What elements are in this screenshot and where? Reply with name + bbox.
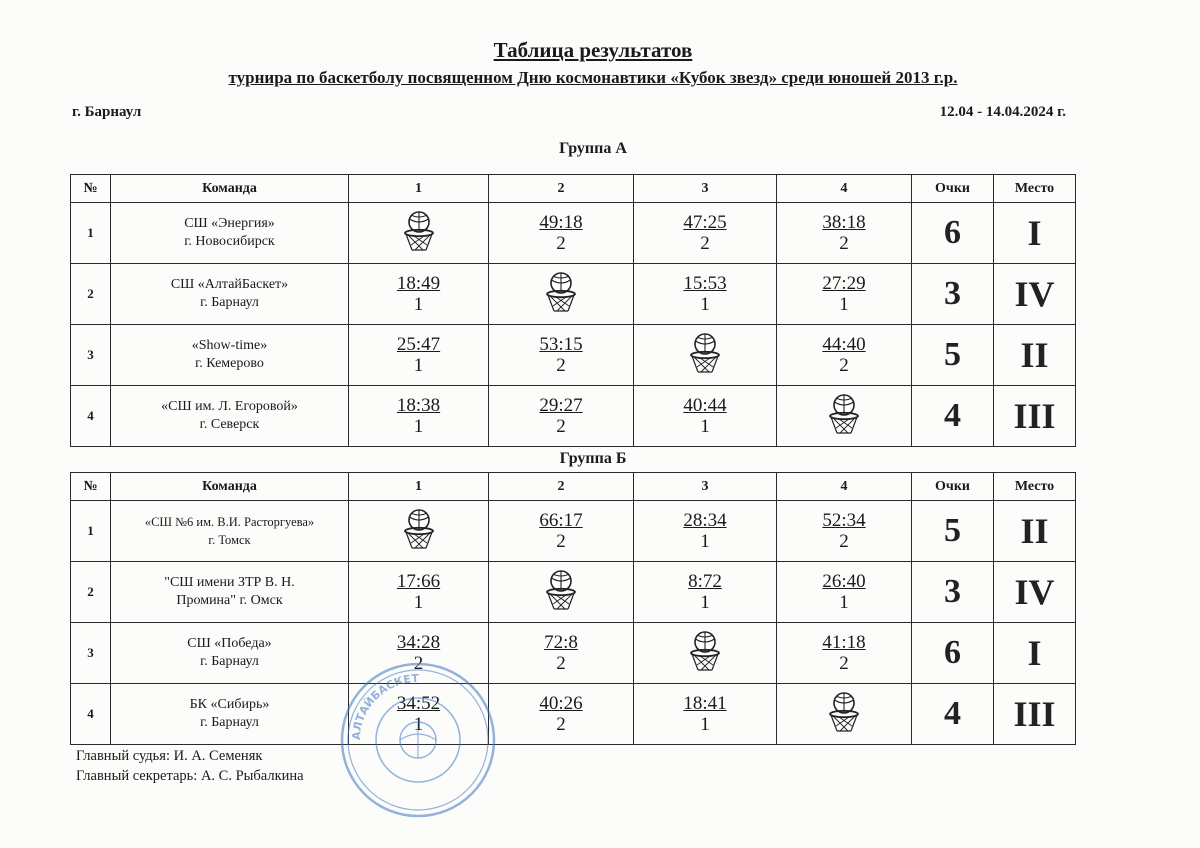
match-points: 2 <box>556 531 566 552</box>
table-row <box>71 264 1076 325</box>
table-row <box>71 684 1076 745</box>
team-city: Промина" г. Омск <box>176 593 283 608</box>
self-match-cell <box>634 325 777 386</box>
match-score: 38:18 <box>822 212 866 233</box>
col-points: Очки <box>912 473 994 501</box>
match-result <box>489 386 634 447</box>
match-points: 1 <box>700 531 710 552</box>
self-match-cell <box>777 386 912 447</box>
match-score: 18:41 <box>683 693 727 714</box>
col-place: Место <box>994 473 1076 501</box>
match-result <box>489 203 634 264</box>
chief-judge: Главный судья: И. А. Семеняк <box>76 748 263 764</box>
match-points: 1 <box>700 714 710 735</box>
group-b-title: Группа Б <box>559 450 627 467</box>
final-place: II <box>994 501 1076 562</box>
final-place: III <box>994 684 1076 745</box>
basketball-hoop-icon <box>399 209 439 253</box>
match-points: 1 <box>700 294 710 315</box>
basketball-hoop-icon <box>399 507 439 551</box>
match-points: 1 <box>839 592 849 613</box>
total-points: 5 <box>912 501 994 562</box>
final-place: II <box>994 325 1076 386</box>
basketball-hoop-icon <box>824 392 864 436</box>
team-title: «СШ №6 им. В.И. Расторгуева» <box>144 515 315 529</box>
match-result <box>634 386 777 447</box>
team-name <box>111 684 349 745</box>
match-result <box>349 386 489 447</box>
basketball-hoop-icon <box>541 270 581 314</box>
match-result <box>777 501 912 562</box>
total-points: 3 <box>912 264 994 325</box>
total-points: 6 <box>912 203 994 264</box>
match-points: 1 <box>700 416 710 437</box>
match-result <box>777 325 912 386</box>
match-points: 2 <box>839 531 849 552</box>
table-row <box>71 562 1076 623</box>
match-result <box>489 501 634 562</box>
match-result <box>489 623 634 684</box>
col-num: № <box>71 473 111 501</box>
row-number: 1 <box>71 501 111 562</box>
col-1: 1 <box>349 175 489 203</box>
match-points: 1 <box>413 592 424 613</box>
city-label: г. Барнаул <box>72 104 142 120</box>
match-result <box>349 325 489 386</box>
match-points: 2 <box>556 416 566 437</box>
match-score: 47:25 <box>683 212 727 233</box>
match-score: 40:26 <box>539 693 583 714</box>
match-result <box>634 684 777 745</box>
match-score: 17:66 <box>396 571 441 592</box>
match-points: 2 <box>556 355 566 376</box>
match-points: 2 <box>700 233 710 254</box>
match-points: 1 <box>700 592 710 613</box>
header-row <box>71 175 1076 203</box>
match-score: 15:53 <box>683 273 727 294</box>
team-city: г. Барнаул <box>200 295 259 310</box>
match-points: 1 <box>413 294 424 315</box>
match-score: 18:49 <box>396 273 441 294</box>
match-score: 72:8 <box>544 632 578 653</box>
team-name <box>111 501 349 562</box>
row-number: 4 <box>71 684 111 745</box>
total-points: 4 <box>912 684 994 745</box>
match-score: 27:29 <box>822 273 866 294</box>
match-score: 41:18 <box>822 632 866 653</box>
match-result <box>634 501 777 562</box>
col-points: Очки <box>912 175 994 203</box>
match-result <box>777 264 912 325</box>
team-title: "СШ имени ЗТР В. Н. <box>164 575 295 590</box>
col-4: 4 <box>777 473 912 501</box>
team-title: «Show-time» <box>191 338 268 353</box>
match-score: 26:40 <box>822 571 866 592</box>
team-name <box>111 623 349 684</box>
document-subtitle: турнира по баскетболу посвященном Дню космонавтики «Кубок звезд» среди юношей 2013 г.р. <box>228 68 958 87</box>
col-1: 1 <box>349 473 489 501</box>
team-name <box>111 264 349 325</box>
self-match-cell <box>634 623 777 684</box>
table-row <box>71 501 1076 562</box>
team-title: СШ «Энергия» <box>184 216 275 231</box>
match-points: 1 <box>413 714 424 735</box>
match-result <box>777 623 912 684</box>
col-2: 2 <box>489 175 634 203</box>
match-points: 1 <box>839 294 849 315</box>
row-number: 3 <box>71 325 111 386</box>
match-result <box>777 203 912 264</box>
row-number: 2 <box>71 264 111 325</box>
match-score: 66:17 <box>539 510 583 531</box>
match-points: 2 <box>556 233 566 254</box>
col-team: Команда <box>111 175 349 203</box>
group-a-table <box>70 174 1076 447</box>
self-match-cell <box>777 684 912 745</box>
total-points: 4 <box>912 386 994 447</box>
team-title: СШ «Победа» <box>187 636 272 651</box>
match-points: 2 <box>839 653 849 674</box>
match-result <box>349 264 489 325</box>
total-points: 3 <box>912 562 994 623</box>
team-name <box>111 325 349 386</box>
row-number: 3 <box>71 623 111 684</box>
team-title: «СШ им. Л. Егоровой» <box>161 399 298 414</box>
match-points: 1 <box>413 355 424 376</box>
self-match-cell <box>489 562 634 623</box>
match-result <box>634 203 777 264</box>
final-place: IV <box>994 562 1076 623</box>
team-city: г. Новосибирск <box>184 234 275 249</box>
col-3: 3 <box>634 473 777 501</box>
match-score: 52:34 <box>822 510 866 531</box>
svg-text:АЛТАЙБАСКЕТ <box>350 672 420 740</box>
match-score: 25:47 <box>396 334 441 355</box>
total-points: 6 <box>912 623 994 684</box>
team-title: БК «Сибирь» <box>189 697 270 712</box>
group-a-title: Группа А <box>559 140 627 157</box>
final-place: I <box>994 623 1076 684</box>
table-row <box>71 325 1076 386</box>
match-result <box>489 684 634 745</box>
col-place: Место <box>994 175 1076 203</box>
team-name <box>111 386 349 447</box>
match-score: 49:18 <box>539 212 583 233</box>
match-score: 44:40 <box>822 334 866 355</box>
self-match-cell <box>349 501 489 562</box>
basketball-hoop-icon <box>824 690 864 734</box>
match-points: 2 <box>839 233 849 254</box>
match-points: 2 <box>413 653 424 674</box>
table-row <box>71 386 1076 447</box>
team-name <box>111 562 349 623</box>
match-result <box>634 264 777 325</box>
self-match-cell <box>489 264 634 325</box>
team-name <box>111 203 349 264</box>
match-points: 2 <box>556 714 566 735</box>
team-city: г. Томск <box>208 533 251 547</box>
team-city: г. Кемерово <box>195 356 264 371</box>
match-score: 8:72 <box>688 571 722 592</box>
basketball-hoop-icon <box>685 331 725 375</box>
col-3: 3 <box>634 175 777 203</box>
col-team: Команда <box>111 473 349 501</box>
document-title: Таблица результатов <box>493 38 693 62</box>
final-place: III <box>994 386 1076 447</box>
match-score: 34:28 <box>396 632 441 653</box>
team-city: г. Северск <box>199 417 260 432</box>
basketball-hoop-icon <box>685 629 725 673</box>
match-result <box>777 562 912 623</box>
match-result <box>489 325 634 386</box>
dates-label: 12.04 - 14.04.2024 г. <box>939 104 1066 120</box>
chief-secretary: Главный секретарь: А. С. Рыбалкина <box>76 768 304 784</box>
team-city: г. Барнаул <box>200 654 259 669</box>
match-score: 34:52 <box>396 693 441 714</box>
match-score: 18:38 <box>396 395 441 416</box>
total-points: 5 <box>912 325 994 386</box>
row-number: 1 <box>71 203 111 264</box>
header-row <box>71 473 1076 501</box>
self-match-cell <box>349 203 489 264</box>
match-points: 2 <box>839 355 849 376</box>
table-row <box>71 203 1076 264</box>
row-number: 2 <box>71 562 111 623</box>
match-points: 1 <box>413 416 424 437</box>
team-title: СШ «АлтайБаскет» <box>170 277 289 292</box>
match-score: 29:27 <box>539 395 583 416</box>
final-place: IV <box>994 264 1076 325</box>
match-score: 28:34 <box>683 510 727 531</box>
basketball-hoop-icon <box>541 568 581 612</box>
col-2: 2 <box>489 473 634 501</box>
team-city: г. Барнаул <box>200 715 259 730</box>
match-score: 53:15 <box>539 334 583 355</box>
stamp-text: АЛТАЙБАСКЕТ <box>349 671 420 741</box>
match-score: 40:44 <box>683 395 727 416</box>
group-b-table <box>70 472 1076 745</box>
row-number: 4 <box>71 386 111 447</box>
match-result <box>634 562 777 623</box>
final-place: I <box>994 203 1076 264</box>
stamp-seal-icon <box>338 660 498 820</box>
match-points: 2 <box>556 653 566 674</box>
col-4: 4 <box>777 175 912 203</box>
match-result <box>349 562 489 623</box>
col-num: № <box>71 175 111 203</box>
table-row <box>71 623 1076 684</box>
